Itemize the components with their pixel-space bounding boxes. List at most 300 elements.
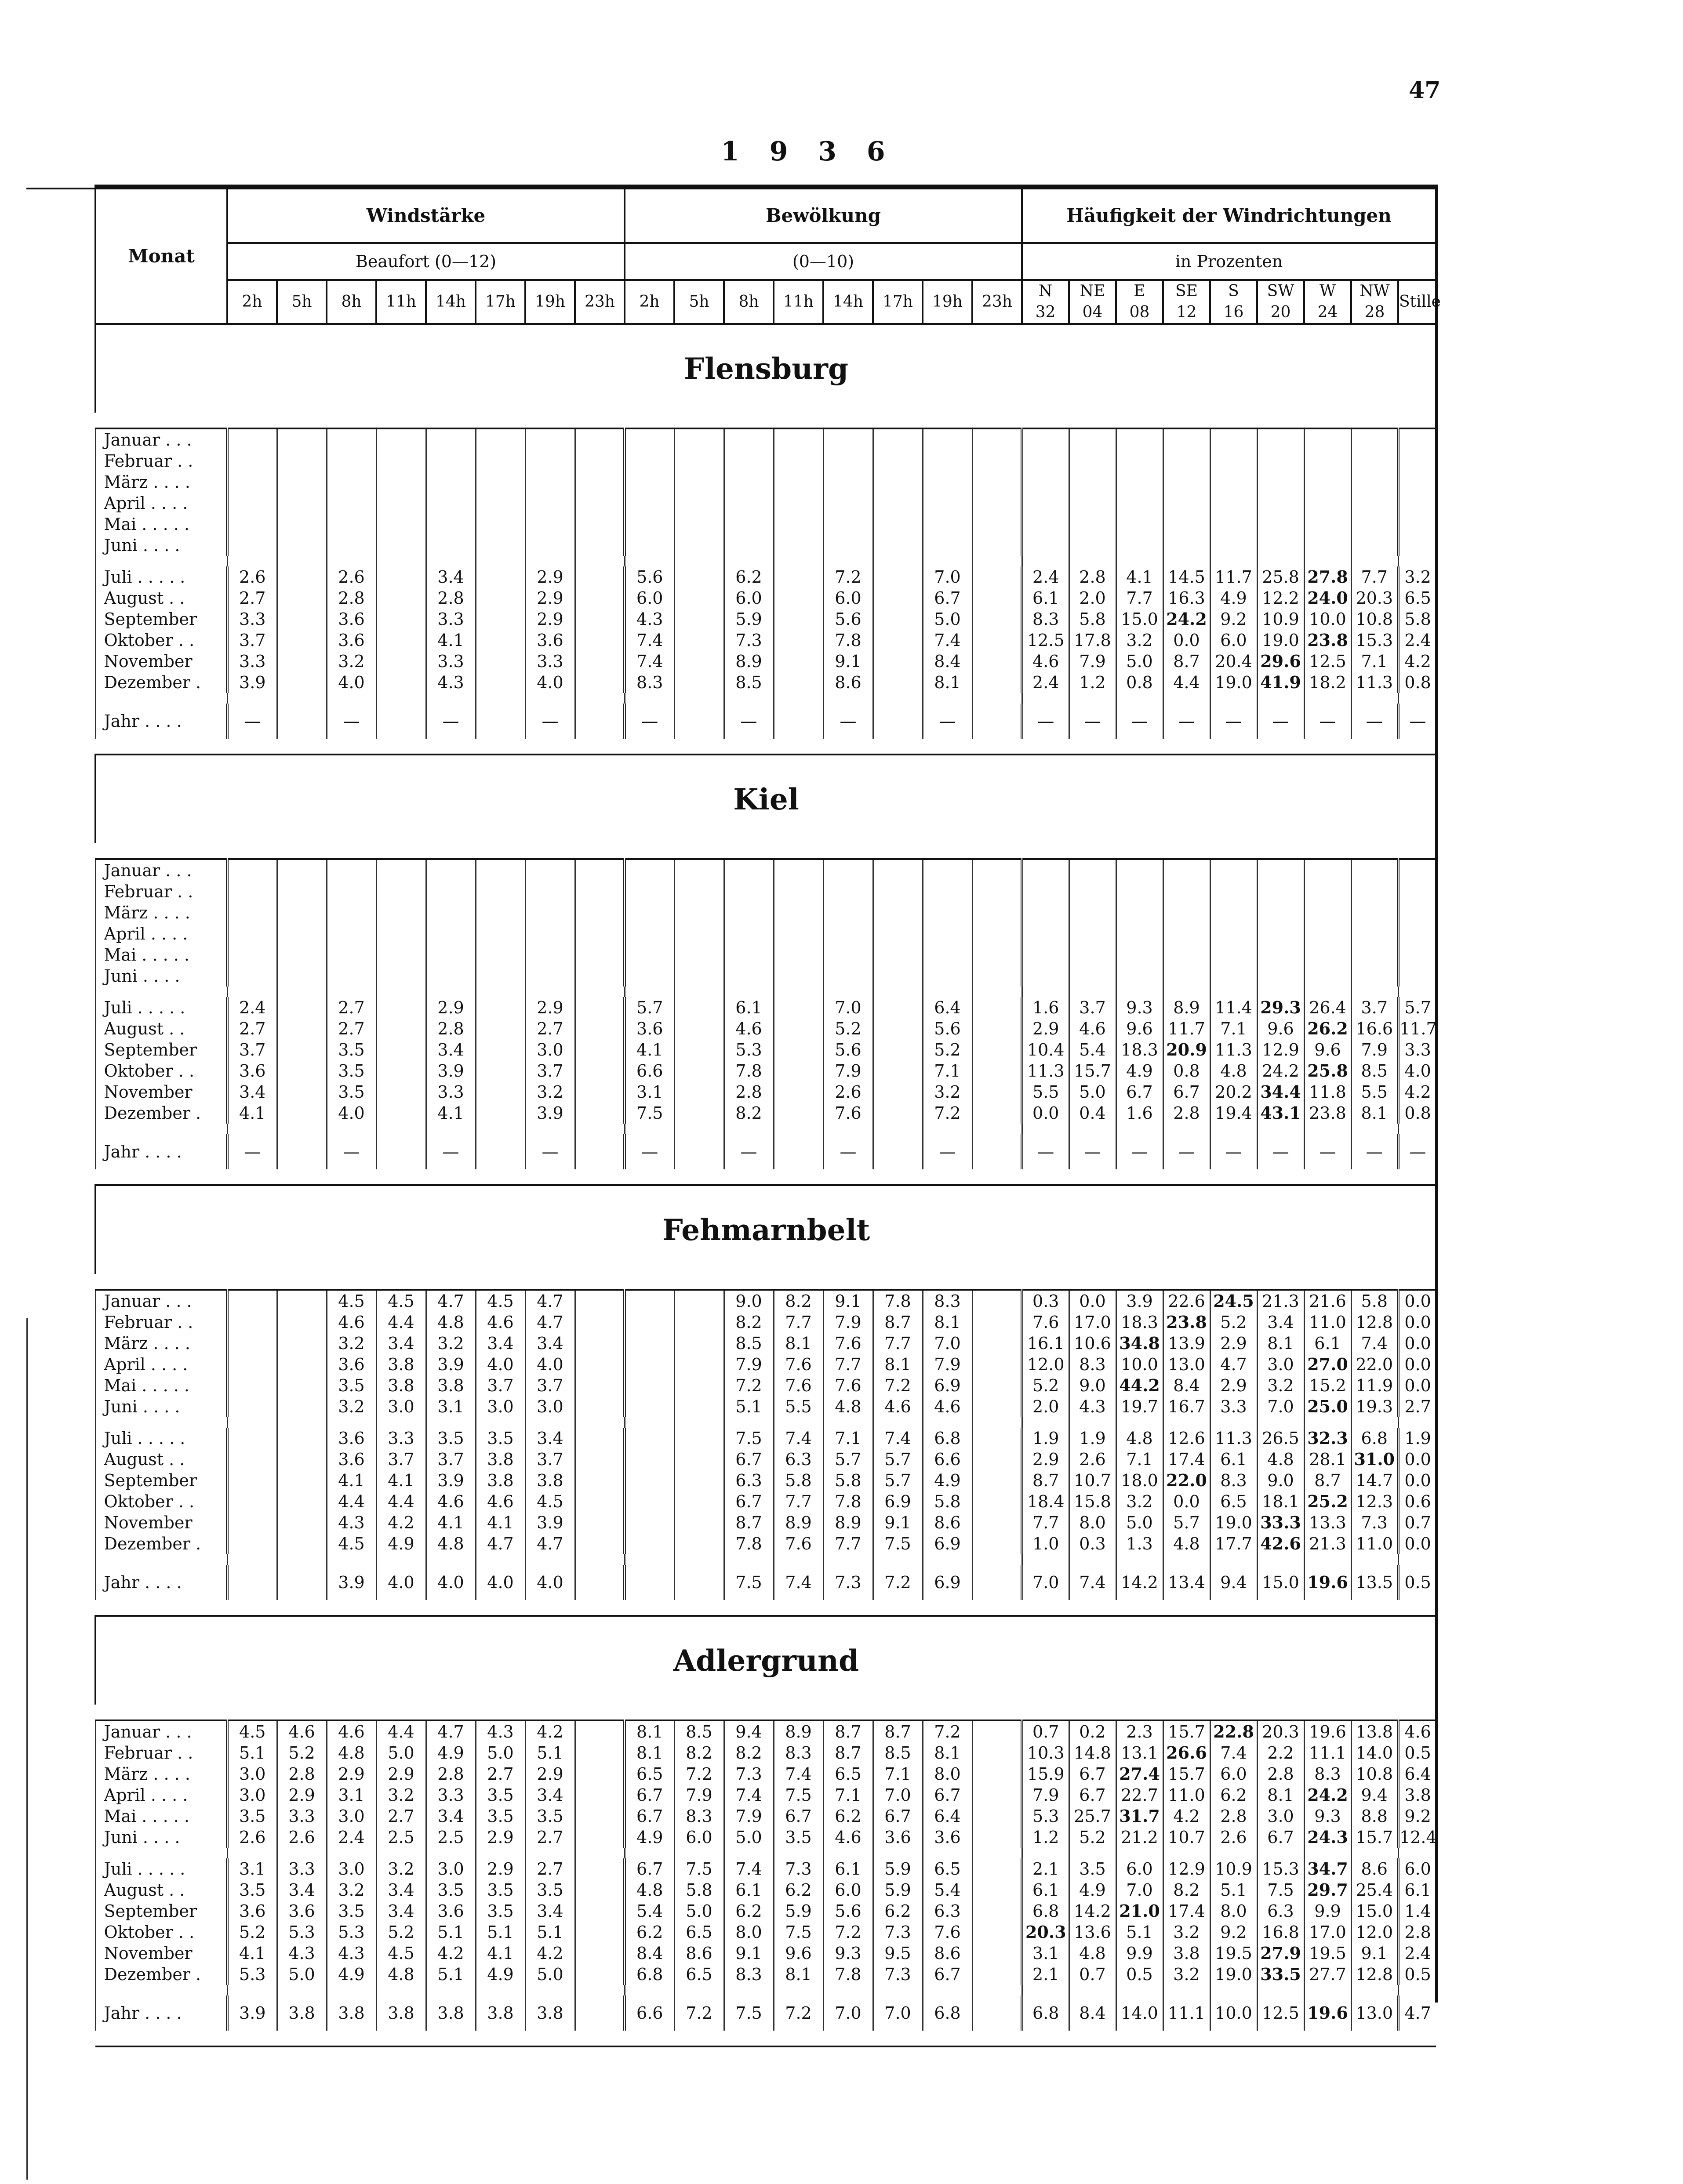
wind-cell: 2.8 bbox=[426, 588, 476, 609]
direction-cell: 4.8 bbox=[1257, 1449, 1304, 1470]
cloud-cell: — bbox=[823, 1134, 873, 1169]
cloud-cell: 5.4 bbox=[625, 1901, 674, 1922]
direction-cell: 8.6 bbox=[1351, 1858, 1398, 1879]
wind-cell bbox=[476, 566, 525, 588]
direction-cell: 3.8 bbox=[1163, 1943, 1210, 1964]
station-separator bbox=[95, 413, 1436, 428]
cloud-cell bbox=[724, 902, 774, 923]
wind-cell bbox=[575, 651, 625, 672]
spacer-cell bbox=[476, 987, 525, 997]
direction-cell bbox=[1257, 472, 1304, 493]
month-label: Dezember . bbox=[95, 1533, 227, 1554]
direction-cell: 17.4 bbox=[1163, 1449, 1210, 1470]
wind-cell bbox=[277, 1134, 327, 1169]
direction-cell: 8.1 bbox=[1351, 1103, 1398, 1124]
direction-cell bbox=[1351, 965, 1398, 987]
wind-cell bbox=[426, 902, 476, 923]
wind-cell: 3.0 bbox=[327, 1858, 376, 1879]
cloud-cell: 7.0 bbox=[923, 566, 972, 588]
stille-cell: 5.7 bbox=[1398, 997, 1436, 1018]
wind-cell: 4.7 bbox=[426, 1720, 476, 1742]
month-label: Mai . . . . . bbox=[95, 944, 227, 965]
spacer-cell bbox=[1257, 1124, 1304, 1134]
direction-cell: 16.8 bbox=[1257, 1922, 1304, 1943]
station-title-row bbox=[95, 1616, 1436, 1705]
cloud-cell bbox=[972, 1103, 1022, 1124]
wind-cell bbox=[376, 1103, 426, 1124]
direction-cell bbox=[1304, 428, 1351, 450]
cloud-cell bbox=[774, 965, 823, 987]
direction-cell: 18.2 bbox=[1304, 672, 1351, 693]
spacer-cell bbox=[1257, 556, 1304, 566]
direction-cell: 9.9 bbox=[1304, 1901, 1351, 1922]
wind-cell: 3.9 bbox=[227, 672, 277, 693]
month-label: März . . . . bbox=[95, 902, 227, 923]
direction-cell bbox=[1022, 450, 1069, 472]
month-label: Juli . . . . . bbox=[95, 997, 227, 1018]
direction-cell: 1.0 bbox=[1022, 1533, 1069, 1554]
direction-cell bbox=[1304, 944, 1351, 965]
cloud-cell: 5.0 bbox=[674, 1901, 724, 1922]
direction-cell: 21.6 bbox=[1304, 1290, 1351, 1312]
spacer-cell bbox=[376, 1554, 426, 1565]
spacer-cell bbox=[1022, 693, 1069, 704]
month-label: Dezember . bbox=[95, 672, 227, 693]
cloud-cell: 8.6 bbox=[923, 1943, 972, 1964]
spacer-cell bbox=[1398, 1554, 1436, 1565]
direction-cell: 29.7 bbox=[1304, 1879, 1351, 1901]
cloud-cell bbox=[873, 450, 923, 472]
cloud-hour-header: 8h bbox=[724, 280, 774, 324]
direction-cell: 4.6 bbox=[1069, 1018, 1116, 1039]
direction-cell: 29.6 bbox=[1257, 651, 1304, 672]
spacer-cell bbox=[625, 556, 674, 566]
wind-cell bbox=[476, 1039, 525, 1060]
wind-cell bbox=[476, 472, 525, 493]
cloud-cell bbox=[674, 902, 724, 923]
wind-cell bbox=[277, 881, 327, 902]
cloud-hour-header: 5h bbox=[674, 280, 724, 324]
scan-edge-line bbox=[26, 1318, 28, 2180]
direction-cell: 9.2 bbox=[1210, 609, 1257, 630]
wind-cell: 4.2 bbox=[426, 1943, 476, 1964]
spacer-cell bbox=[823, 1985, 873, 1995]
cloud-cell bbox=[972, 944, 1022, 965]
cloud-cell bbox=[674, 1290, 724, 1312]
cloud-cell: 4.6 bbox=[873, 1396, 923, 1417]
direction-cell: 11.3 bbox=[1351, 672, 1398, 693]
direction-cell: 12.3 bbox=[1351, 1491, 1398, 1512]
direction-cell: — bbox=[1351, 1134, 1398, 1169]
wind-cell: 4.1 bbox=[227, 1103, 277, 1124]
cloud-hour-header: 14h bbox=[823, 280, 873, 324]
cloud-cell bbox=[774, 859, 823, 881]
wind-cell bbox=[575, 1512, 625, 1533]
wind-cell bbox=[525, 514, 575, 535]
wind-cell bbox=[376, 630, 426, 651]
direction-cell: 20.9 bbox=[1163, 1039, 1210, 1060]
direction-cell: 9.2 bbox=[1210, 1922, 1257, 1943]
wind-cell: 2.9 bbox=[376, 1763, 426, 1785]
wind-cell bbox=[277, 651, 327, 672]
spacer-cell bbox=[873, 1985, 923, 1995]
direction-cell: 19.3 bbox=[1351, 1396, 1398, 1417]
spacer-cell bbox=[774, 1124, 823, 1134]
direction-code: 24 bbox=[1317, 303, 1338, 321]
wind-cell: 3.4 bbox=[525, 1333, 575, 1354]
cloud-cell bbox=[873, 1081, 923, 1103]
cloud-cell: 6.1 bbox=[724, 1879, 774, 1901]
wind-cell bbox=[426, 450, 476, 472]
spacer-cell bbox=[1069, 1124, 1116, 1134]
wind-cell: 3.2 bbox=[327, 651, 376, 672]
wind-cell: 5.2 bbox=[376, 1922, 426, 1943]
spacer-cell bbox=[823, 1554, 873, 1565]
cloud-cell bbox=[674, 704, 724, 739]
cloud-cell bbox=[873, 944, 923, 965]
wind-cell bbox=[575, 1081, 625, 1103]
direction-cell: 23.8 bbox=[1163, 1312, 1210, 1333]
wind-cell: 5.0 bbox=[277, 1964, 327, 1985]
cloud-cell: 8.4 bbox=[625, 1943, 674, 1964]
wind-cell bbox=[476, 450, 525, 472]
direction-cell: 0.7 bbox=[1069, 1964, 1116, 1985]
direction-header-s bbox=[1210, 280, 1257, 324]
cloud-cell bbox=[674, 923, 724, 944]
cloud-cell: 8.7 bbox=[724, 1512, 774, 1533]
table-row bbox=[95, 1827, 1436, 1848]
cloud-cell: 8.2 bbox=[724, 1312, 774, 1333]
wind-cell bbox=[277, 1512, 327, 1533]
wind-cell: 4.5 bbox=[227, 1720, 277, 1742]
wind-cell bbox=[575, 672, 625, 693]
direction-cell: 16.1 bbox=[1022, 1333, 1069, 1354]
cloud-cell: 7.7 bbox=[774, 1312, 823, 1333]
cloud-cell: 7.2 bbox=[873, 1375, 923, 1396]
wind-cell bbox=[476, 588, 525, 609]
wind-cell: 2.9 bbox=[476, 1827, 525, 1848]
wind-cell bbox=[227, 923, 277, 944]
cloud-cell bbox=[674, 651, 724, 672]
table-row bbox=[95, 1470, 1436, 1491]
wind-cell bbox=[575, 881, 625, 902]
spacer-cell bbox=[1351, 1554, 1398, 1565]
direction-cell: 33.3 bbox=[1257, 1512, 1304, 1533]
wind-cell bbox=[575, 428, 625, 450]
wind-cell bbox=[277, 1491, 327, 1512]
wind-cell: 2.7 bbox=[525, 1018, 575, 1039]
wind-cell bbox=[575, 535, 625, 556]
direction-cell: 26.2 bbox=[1304, 1018, 1351, 1039]
stille-cell bbox=[1398, 859, 1436, 881]
direction-name: SE bbox=[1175, 282, 1198, 300]
table-row bbox=[95, 923, 1436, 944]
month-label: November bbox=[95, 1512, 227, 1533]
cloud-cell: 9.1 bbox=[823, 1290, 873, 1312]
cloud-cell bbox=[923, 902, 972, 923]
cloud-cell bbox=[674, 1533, 724, 1554]
direction-cell: 19.0 bbox=[1210, 672, 1257, 693]
wind-cell bbox=[525, 493, 575, 514]
wind-cell bbox=[277, 1103, 327, 1124]
table-row bbox=[95, 514, 1436, 535]
cloud-cell: 8.9 bbox=[774, 1512, 823, 1533]
wind-cell: 3.8 bbox=[525, 1470, 575, 1491]
wind-cell bbox=[426, 472, 476, 493]
direction-cell: 0.8 bbox=[1116, 672, 1163, 693]
cloud-cell: — bbox=[625, 1134, 674, 1169]
direction-cell: 13.6 bbox=[1069, 1922, 1116, 1943]
direction-cell: 5.0 bbox=[1116, 651, 1163, 672]
cloud-cell bbox=[972, 1879, 1022, 1901]
spacer-cell bbox=[575, 556, 625, 566]
cloud-cell: 5.2 bbox=[923, 1039, 972, 1060]
direction-cell: 4.4 bbox=[1163, 672, 1210, 693]
table-row bbox=[95, 1081, 1436, 1103]
cloud-cell: 8.5 bbox=[873, 1742, 923, 1763]
spacer-cell bbox=[95, 1124, 227, 1134]
direction-cell: 1.2 bbox=[1022, 1827, 1069, 1848]
spacer-cell bbox=[525, 987, 575, 997]
wind-cell bbox=[327, 428, 376, 450]
cloud-cell bbox=[625, 859, 674, 881]
direction-cell: 3.3 bbox=[1210, 1396, 1257, 1417]
cloud-cell bbox=[774, 923, 823, 944]
wind-cell: 2.7 bbox=[376, 1806, 426, 1827]
direction-cell: 8.7 bbox=[1304, 1470, 1351, 1491]
wind-cell bbox=[277, 514, 327, 535]
cloud-cell: 6.3 bbox=[774, 1449, 823, 1470]
direction-cell: 0.4 bbox=[1069, 1103, 1116, 1124]
stille-cell: — bbox=[1398, 1134, 1436, 1169]
wind-cell bbox=[227, 493, 277, 514]
table-row bbox=[95, 1290, 1436, 1312]
direction-cell: 11.0 bbox=[1304, 1312, 1351, 1333]
spacer-row bbox=[95, 987, 1436, 997]
cloud-cell bbox=[972, 1491, 1022, 1512]
wind-cell bbox=[277, 1533, 327, 1554]
cloud-cell: 7.6 bbox=[823, 1103, 873, 1124]
wind-cell: 3.3 bbox=[426, 651, 476, 672]
stille-cell: 3.3 bbox=[1398, 1039, 1436, 1060]
direction-cell: 19.6 bbox=[1304, 1995, 1351, 2031]
spacer-row bbox=[95, 1124, 1436, 1134]
cloud-cell: 4.9 bbox=[923, 1470, 972, 1491]
cloud-cell: 7.8 bbox=[823, 1964, 873, 1985]
haeufigkeit-header: Häufigkeit der Windrichtungen bbox=[1022, 189, 1436, 243]
direction-cell: 4.9 bbox=[1116, 1060, 1163, 1081]
wind-cell: 5.1 bbox=[525, 1742, 575, 1763]
direction-cell: 7.1 bbox=[1351, 651, 1398, 672]
direction-cell bbox=[1351, 859, 1398, 881]
direction-cell: 14.7 bbox=[1351, 1470, 1398, 1491]
cloud-cell: 7.9 bbox=[823, 1312, 873, 1333]
cloud-cell: 9.5 bbox=[873, 1943, 923, 1964]
separator-cell bbox=[95, 1274, 1436, 1290]
wind-cell: 4.9 bbox=[376, 1533, 426, 1554]
cloud-cell: 2.8 bbox=[724, 1081, 774, 1103]
direction-cell: 3.5 bbox=[1069, 1858, 1116, 1879]
cloud-cell: 6.6 bbox=[923, 1449, 972, 1470]
direction-cell: 11.7 bbox=[1210, 566, 1257, 588]
cloud-cell bbox=[972, 630, 1022, 651]
monat-header: Monat bbox=[95, 189, 227, 324]
cloud-cell: 6.8 bbox=[923, 1428, 972, 1449]
cloud-cell: 8.7 bbox=[823, 1720, 873, 1742]
direction-cell bbox=[1257, 902, 1304, 923]
table-row bbox=[95, 588, 1436, 609]
year-heading: 1 9 3 6 bbox=[721, 136, 896, 167]
direction-name: S bbox=[1228, 282, 1239, 300]
direction-cell: 18.1 bbox=[1257, 1491, 1304, 1512]
table-row bbox=[95, 1964, 1436, 1985]
month-label: September bbox=[95, 609, 227, 630]
cloud-cell bbox=[774, 1103, 823, 1124]
wind-cell: 2.7 bbox=[327, 1018, 376, 1039]
direction-cell: 15.3 bbox=[1257, 1858, 1304, 1879]
direction-cell: 12.5 bbox=[1304, 651, 1351, 672]
direction-cell: 2.9 bbox=[1022, 1449, 1069, 1470]
wind-cell bbox=[227, 881, 277, 902]
wind-cell: 3.3 bbox=[277, 1806, 327, 1827]
direction-cell bbox=[1351, 493, 1398, 514]
cloud-cell: 6.9 bbox=[923, 1565, 972, 1600]
cloud-cell: 7.8 bbox=[823, 630, 873, 651]
wind-cell: 3.7 bbox=[426, 1449, 476, 1470]
wind-cell bbox=[575, 859, 625, 881]
cloud-cell: 7.3 bbox=[774, 1858, 823, 1879]
cloud-cell: 5.7 bbox=[625, 997, 674, 1018]
spacer-cell bbox=[823, 1124, 873, 1134]
direction-cell: 11.9 bbox=[1351, 1375, 1398, 1396]
direction-cell: — bbox=[1304, 704, 1351, 739]
wind-cell bbox=[277, 588, 327, 609]
spacer-cell bbox=[426, 1985, 476, 1995]
spacer-cell bbox=[525, 1417, 575, 1428]
wind-cell bbox=[575, 514, 625, 535]
table-row bbox=[95, 1491, 1436, 1512]
direction-cell bbox=[1116, 450, 1163, 472]
cloud-hour-header: 11h bbox=[774, 280, 823, 324]
wind-cell: 3.4 bbox=[476, 1333, 525, 1354]
spacer-cell bbox=[724, 693, 774, 704]
direction-cell: 9.0 bbox=[1257, 1470, 1304, 1491]
direction-cell: 5.2 bbox=[1022, 1375, 1069, 1396]
direction-cell: 19.0 bbox=[1210, 1512, 1257, 1533]
cloud-cell: 9.6 bbox=[774, 1943, 823, 1964]
cloud-cell bbox=[674, 1333, 724, 1354]
direction-cell: 2.9 bbox=[1210, 1333, 1257, 1354]
wind-cell bbox=[227, 428, 277, 450]
stille-cell: 0.5 bbox=[1398, 1742, 1436, 1763]
cloud-cell bbox=[774, 566, 823, 588]
wind-cell: 3.5 bbox=[525, 1879, 575, 1901]
direction-cell: 15.7 bbox=[1163, 1763, 1210, 1785]
cloud-cell bbox=[873, 514, 923, 535]
spacer-cell bbox=[1163, 556, 1210, 566]
table-row bbox=[95, 1428, 1436, 1449]
wind-cell bbox=[227, 1449, 277, 1470]
direction-cell bbox=[1351, 514, 1398, 535]
cloud-cell bbox=[625, 1396, 674, 1417]
cloud-cell: 6.2 bbox=[724, 1901, 774, 1922]
direction-cell bbox=[1022, 923, 1069, 944]
wind-cell: 3.5 bbox=[327, 1039, 376, 1060]
windstaerke-header: Windstärke bbox=[227, 189, 625, 243]
direction-cell: 31.7 bbox=[1116, 1806, 1163, 1827]
stille-cell: 11.7 bbox=[1398, 1018, 1436, 1039]
cloud-cell: 7.7 bbox=[873, 1333, 923, 1354]
wind-cell: 2.6 bbox=[327, 566, 376, 588]
direction-cell: 0.2 bbox=[1069, 1720, 1116, 1742]
stille-cell: 0.0 bbox=[1398, 1333, 1436, 1354]
wind-cell bbox=[525, 944, 575, 965]
wind-cell: 4.7 bbox=[525, 1312, 575, 1333]
direction-cell: 4.8 bbox=[1210, 1060, 1257, 1081]
spacer-cell bbox=[873, 693, 923, 704]
direction-cell bbox=[1069, 881, 1116, 902]
table-row bbox=[95, 1533, 1436, 1554]
cloud-cell: 8.3 bbox=[724, 1964, 774, 1985]
wind-cell bbox=[476, 630, 525, 651]
cloud-cell bbox=[774, 630, 823, 651]
cloud-cell: 7.0 bbox=[873, 1785, 923, 1806]
spacer-cell bbox=[724, 1124, 774, 1134]
cloud-cell bbox=[972, 1565, 1022, 1600]
direction-cell: 12.6 bbox=[1163, 1428, 1210, 1449]
spacer-cell bbox=[1069, 987, 1116, 997]
direction-cell: 17.7 bbox=[1210, 1533, 1257, 1554]
table-row bbox=[95, 428, 1436, 450]
spacer-cell bbox=[1210, 1554, 1257, 1565]
direction-cell: 6.7 bbox=[1069, 1763, 1116, 1785]
stille-cell: 2.4 bbox=[1398, 1943, 1436, 1964]
cloud-cell bbox=[972, 1533, 1022, 1554]
direction-cell: 2.1 bbox=[1022, 1964, 1069, 1985]
cloud-cell bbox=[972, 1396, 1022, 1417]
cloud-cell: 6.6 bbox=[625, 1995, 674, 2031]
direction-cell: 11.8 bbox=[1304, 1081, 1351, 1103]
cloud-cell bbox=[774, 1018, 823, 1039]
cloud-cell bbox=[724, 965, 774, 987]
direction-cell: 22.0 bbox=[1351, 1354, 1398, 1375]
wind-cell bbox=[327, 944, 376, 965]
wind-cell: 3.4 bbox=[277, 1879, 327, 1901]
direction-cell bbox=[1304, 450, 1351, 472]
wind-cell: 4.2 bbox=[376, 1512, 426, 1533]
wind-cell: 2.8 bbox=[327, 588, 376, 609]
direction-cell bbox=[1257, 944, 1304, 965]
wind-cell: 3.0 bbox=[227, 1763, 277, 1785]
cloud-cell bbox=[972, 1018, 1022, 1039]
spacer-cell bbox=[923, 1124, 972, 1134]
spacer-cell bbox=[972, 556, 1022, 566]
direction-name: E bbox=[1134, 282, 1145, 300]
direction-cell: 7.0 bbox=[1022, 1565, 1069, 1600]
wind-cell bbox=[476, 965, 525, 987]
spacer-cell bbox=[1069, 1985, 1116, 1995]
month-label: April . . . . bbox=[95, 923, 227, 944]
wind-cell: — bbox=[426, 1134, 476, 1169]
cloud-cell bbox=[972, 1806, 1022, 1827]
direction-cell: 27.9 bbox=[1257, 1943, 1304, 1964]
stille-cell: 12.4 bbox=[1398, 1827, 1436, 1848]
direction-name: N bbox=[1038, 282, 1053, 300]
wind-cell: 4.0 bbox=[476, 1354, 525, 1375]
direction-cell: 9.6 bbox=[1257, 1018, 1304, 1039]
wind-cell bbox=[327, 535, 376, 556]
cloud-cell bbox=[972, 588, 1022, 609]
